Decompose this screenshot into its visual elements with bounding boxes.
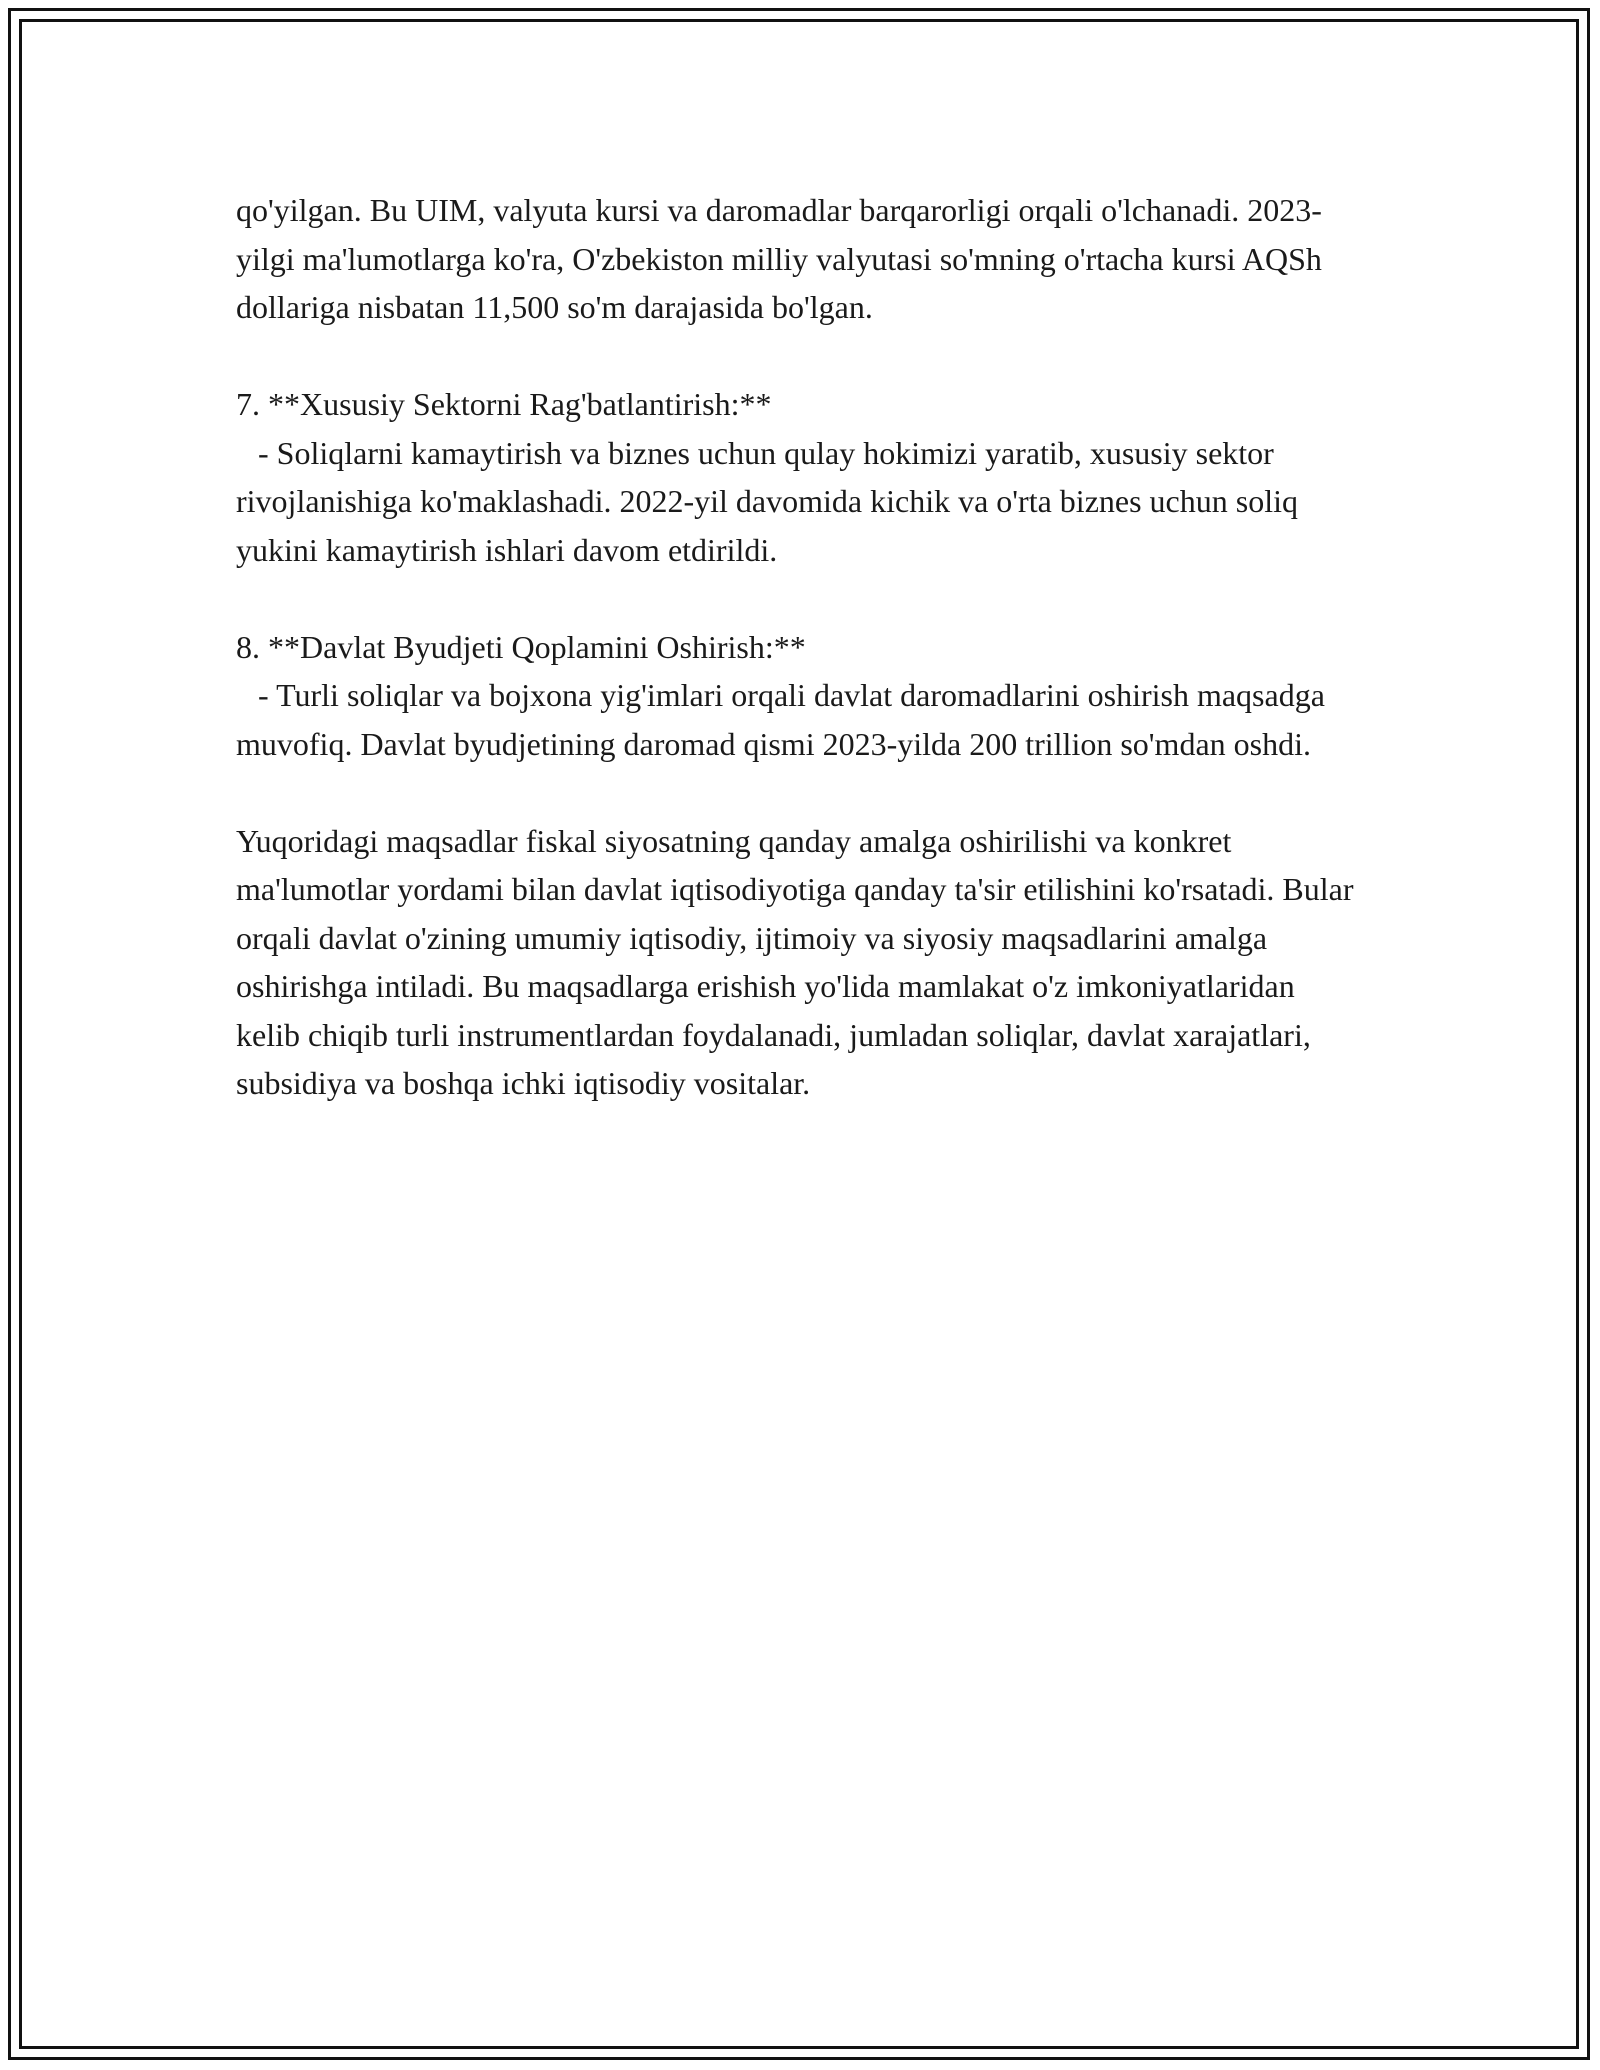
item-7-heading: 7. **Xususiy Sektorni Rag'batlantirish:** <box>236 386 772 422</box>
closing-paragraph: Yuqoridagi maqsadlar fiskal siyosatning qanday amalga oshirilishi va konkret ma'lumotlar yordami bilan davlat iqtisodiyotiga qanday ta'sir etilishini ko'rsatadi. Bular orqali davlat o'zining umumiy iqtisodiy, ijtimoiy va siyosiy maqsadlarini amalga oshirishga intiladi. Bu maqsadlarga erishish yo'lida mamlakat o'z imkoniyatlaridan kelib chiqib turli instrumentlardan foydalanadi, jumladan soliqlar, davlat xarajatlari, subsidiya va boshqa ichki iqtisodiy vositalar. <box>236 822 1362 1101</box>
item-8-body-text: - Turli soliqlar va bojxona yig'imlari orqali davlat daromadlarini oshirish maqsadga muvofiq. Davlat byudjetining daromad qismi 2023-yilda 200 trillion so'mdan oshdi. <box>236 677 1333 762</box>
item-8-heading: 8. **Davlat Byudjeti Qoplamini Oshirish:** <box>236 628 806 665</box>
item-7-body-text: - Soliqlarni kamaytirish va biznes uchun qulay hokimizi yaratib, xususiy sektor rivojlanishiga ko'maklashadi. 2022-yil davomida kichik va o'rta biznes uchun soliq yukini kamaytirish ishlari davom etdirildi. <box>236 434 1306 568</box>
item-8-body <box>236 671 1356 768</box>
document-body <box>236 186 1362 1156</box>
intro-paragraph: qo'yilgan. Bu UIM, valyuta kursi va daromadlar barqarorligi orqali o'lchanadi. 2023-yilgi ma'lumotlarga ko'ra, O'zbekiston milliy valyutasi so'mning o'rtacha kursi AQSh dollariga nisbatan 11,500 so'm darajasida bo'lgan. <box>236 192 1330 325</box>
item-7-body <box>236 429 1356 575</box>
